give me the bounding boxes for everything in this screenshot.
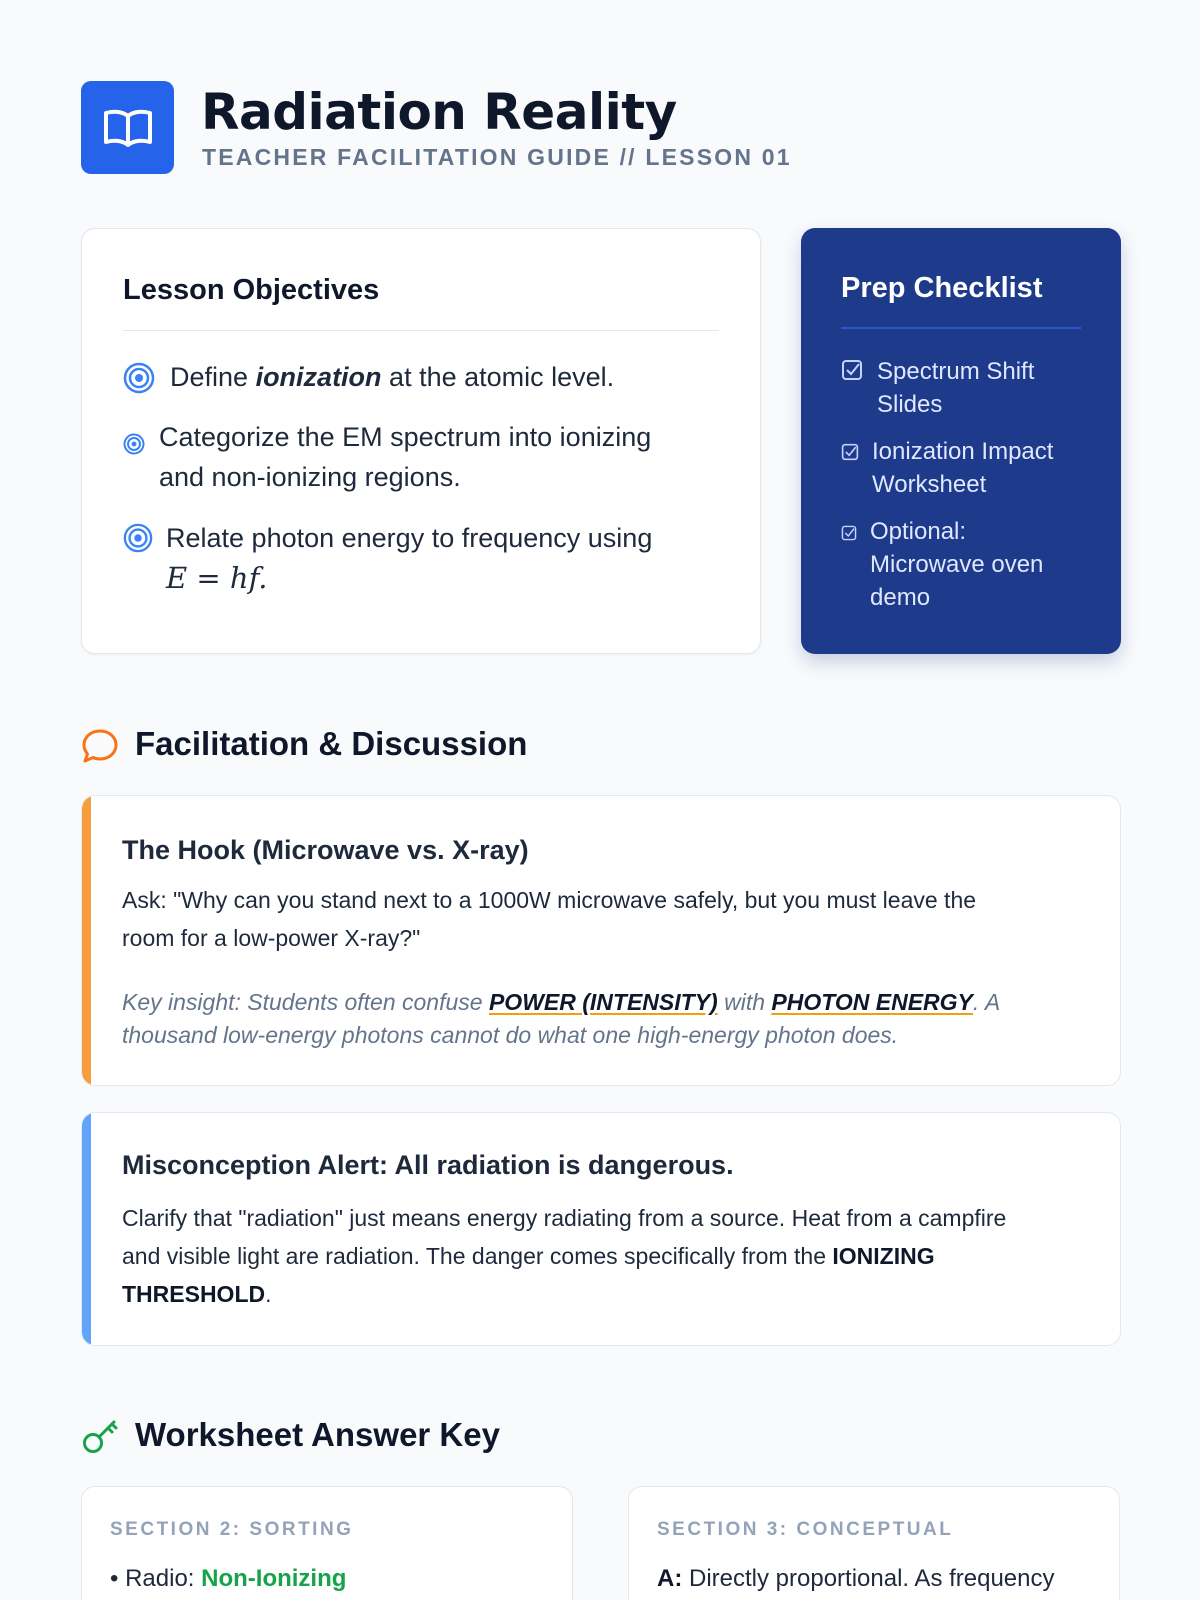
target-icon [123,426,145,466]
target-icon [123,362,155,405]
objective-item [123,417,730,499]
misconception-text: and visible light are radiation. The danger comes specifically from the [122,1243,833,1269]
divider [841,327,1081,329]
answer-section-head: SECTION 2: SORTING [110,1519,354,1540]
hook-callout [81,795,1121,1086]
checklist-item [841,435,1091,505]
objective-item [123,357,730,399]
emphasis: IONIZING [832,1243,935,1269]
section-title: Worksheet Answer Key [135,1416,500,1453]
insight-term: POWER (INTENSITY) [488,989,718,1015]
section-title: Facilitation & Discussion [135,725,528,762]
objective-text: at the atomic level. [381,362,615,392]
objective-text: Relate photon energy to frequency using [166,523,653,553]
insight-text: thousand low-energy photons cannot do what one high-energy photon does. [122,1022,899,1048]
checklist-text: Microwave oven [870,551,1044,578]
answer-label: A: [657,1565,683,1592]
answer-value: Non-Ionizing [201,1565,347,1592]
page-subtitle: TEACHER FACILITATION GUIDE // LESSON 01 [202,144,792,170]
misconception-text: Clarify that "radiation" just means energy radiating from a source. Heat from a campfire [122,1205,1007,1231]
insight-text: with [717,989,772,1015]
key-icon [81,1416,121,1461]
answer-item [657,1565,1099,1593]
checklist-text: Ionization Impact [872,438,1054,465]
answer-key-section-header [81,1416,1121,1460]
accent-bar [82,1113,91,1345]
key-insight [122,986,1060,1052]
facilitation-section-header [81,725,1121,769]
misconception-text: . [265,1281,272,1307]
misconception-title: Misconception Alert: All radiation is dangerous. [122,1150,734,1180]
insight-text: Key insight: Students often confuse [122,989,489,1015]
objective-term: ionization [255,362,382,392]
checklist-text: Optional: [870,518,967,545]
checklist-text: Spectrum Shift [877,358,1035,385]
objectives-title: Lesson Objectives [123,274,380,306]
checklist-item [841,515,1091,617]
target-icon [123,523,153,564]
accent-bar [82,796,91,1085]
formula: E = hf. [166,561,268,595]
chat-bubble-icon [81,727,119,770]
misconception-callout [81,1112,1121,1346]
answer-key-section3-card [628,1486,1120,1600]
hook-title: The Hook (Microwave vs. X-ray) [122,835,529,865]
hook-text: room for a low-power X-ray?" [122,925,421,951]
checkbox-icon [841,517,857,550]
page-title: Radiation Reality [201,83,677,141]
insight-term: PHOTON ENERGY [771,989,973,1015]
checklist-text: demo [870,584,931,611]
answer-text: Directly proportional. As frequency [682,1565,1055,1592]
misconception-body [122,1199,1086,1313]
checklist-item [841,355,1091,425]
checkbox-icon [841,437,859,470]
insight-text: . A [972,989,1001,1015]
hook-text: Ask: "Why can you stand next to a 1000W microwave safely, but you must leave the [122,887,977,913]
objective-item [123,518,730,600]
answer-section-head: SECTION 3: CONCEPTUAL [657,1519,954,1540]
checklist-text: Slides [877,391,943,418]
objective-text: Define [170,362,256,392]
answer-item: • Radio: Non-Ionizing [110,1565,347,1592]
answer-key-section2-card [81,1486,573,1600]
checkbox-icon [841,357,863,390]
answer-label: Radio: [125,1565,202,1592]
prep-title: Prep Checklist [841,272,1043,304]
logo-badge [81,81,174,174]
prep-checklist-card [801,228,1121,654]
objective-text: and non-ionizing regions. [159,462,461,492]
open-book-icon [103,106,153,150]
checklist-text: Worksheet [872,471,987,498]
divider [123,330,719,331]
objective-text: Categorize the EM spectrum into ionizing [159,422,652,452]
page-header [81,81,1121,174]
hook-question [122,881,1086,957]
emphasis: THRESHOLD [122,1281,266,1307]
lesson-objectives-card [81,228,761,654]
